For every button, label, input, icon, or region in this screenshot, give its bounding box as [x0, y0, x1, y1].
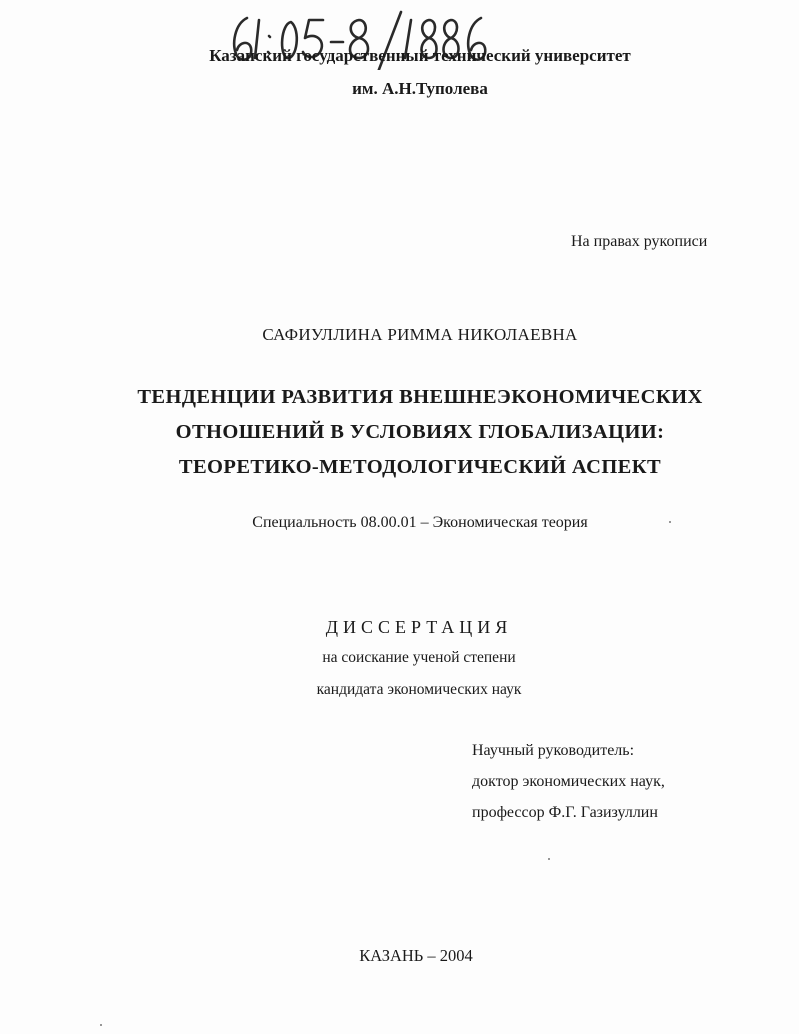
- thesis-title-line-2: ОТНОШЕНИЙ В УСЛОВИЯХ ГЛОБАЛИЗАЦИИ:: [175, 421, 665, 443]
- scan-speck: [100, 1024, 102, 1026]
- degree-line-2: кандидата экономических наук: [316, 681, 522, 698]
- scan-speck: [548, 858, 550, 860]
- advisor-name: профессор Ф.Г. Газизуллин: [472, 804, 658, 821]
- degree-line-1: на соискание ученой степени: [322, 649, 516, 666]
- author-name: САФИУЛЛИНА РИММА НИКОЛАЕВНА: [262, 325, 578, 344]
- thesis-title-line-1: ТЕНДЕНЦИИ РАЗВИТИЯ ВНЕШНЕЭКОНОМИЧЕСКИХ: [137, 386, 703, 408]
- specialty-line: Специальность 08.00.01 – Экономическая теория: [252, 514, 588, 531]
- advisor-label: Научный руководитель:: [472, 742, 635, 759]
- manuscript-rights-note: На правах рукописи: [571, 233, 708, 250]
- thesis-title-line-3: ТЕОРЕТИКО-МЕТОДОЛОГИЧЕСКИЙ АСПЕКТ: [178, 456, 662, 478]
- city-year: КАЗАНЬ – 2004: [359, 946, 473, 965]
- university-namesake: им. А.Н.Туполева: [352, 79, 488, 98]
- dissertation-heading: ДИССЕРТАЦИЯ: [325, 617, 513, 637]
- advisor-degree: доктор экономических наук,: [472, 773, 665, 790]
- university-name: Казанский государственный технический университет: [209, 46, 631, 65]
- scan-speck: [669, 521, 671, 523]
